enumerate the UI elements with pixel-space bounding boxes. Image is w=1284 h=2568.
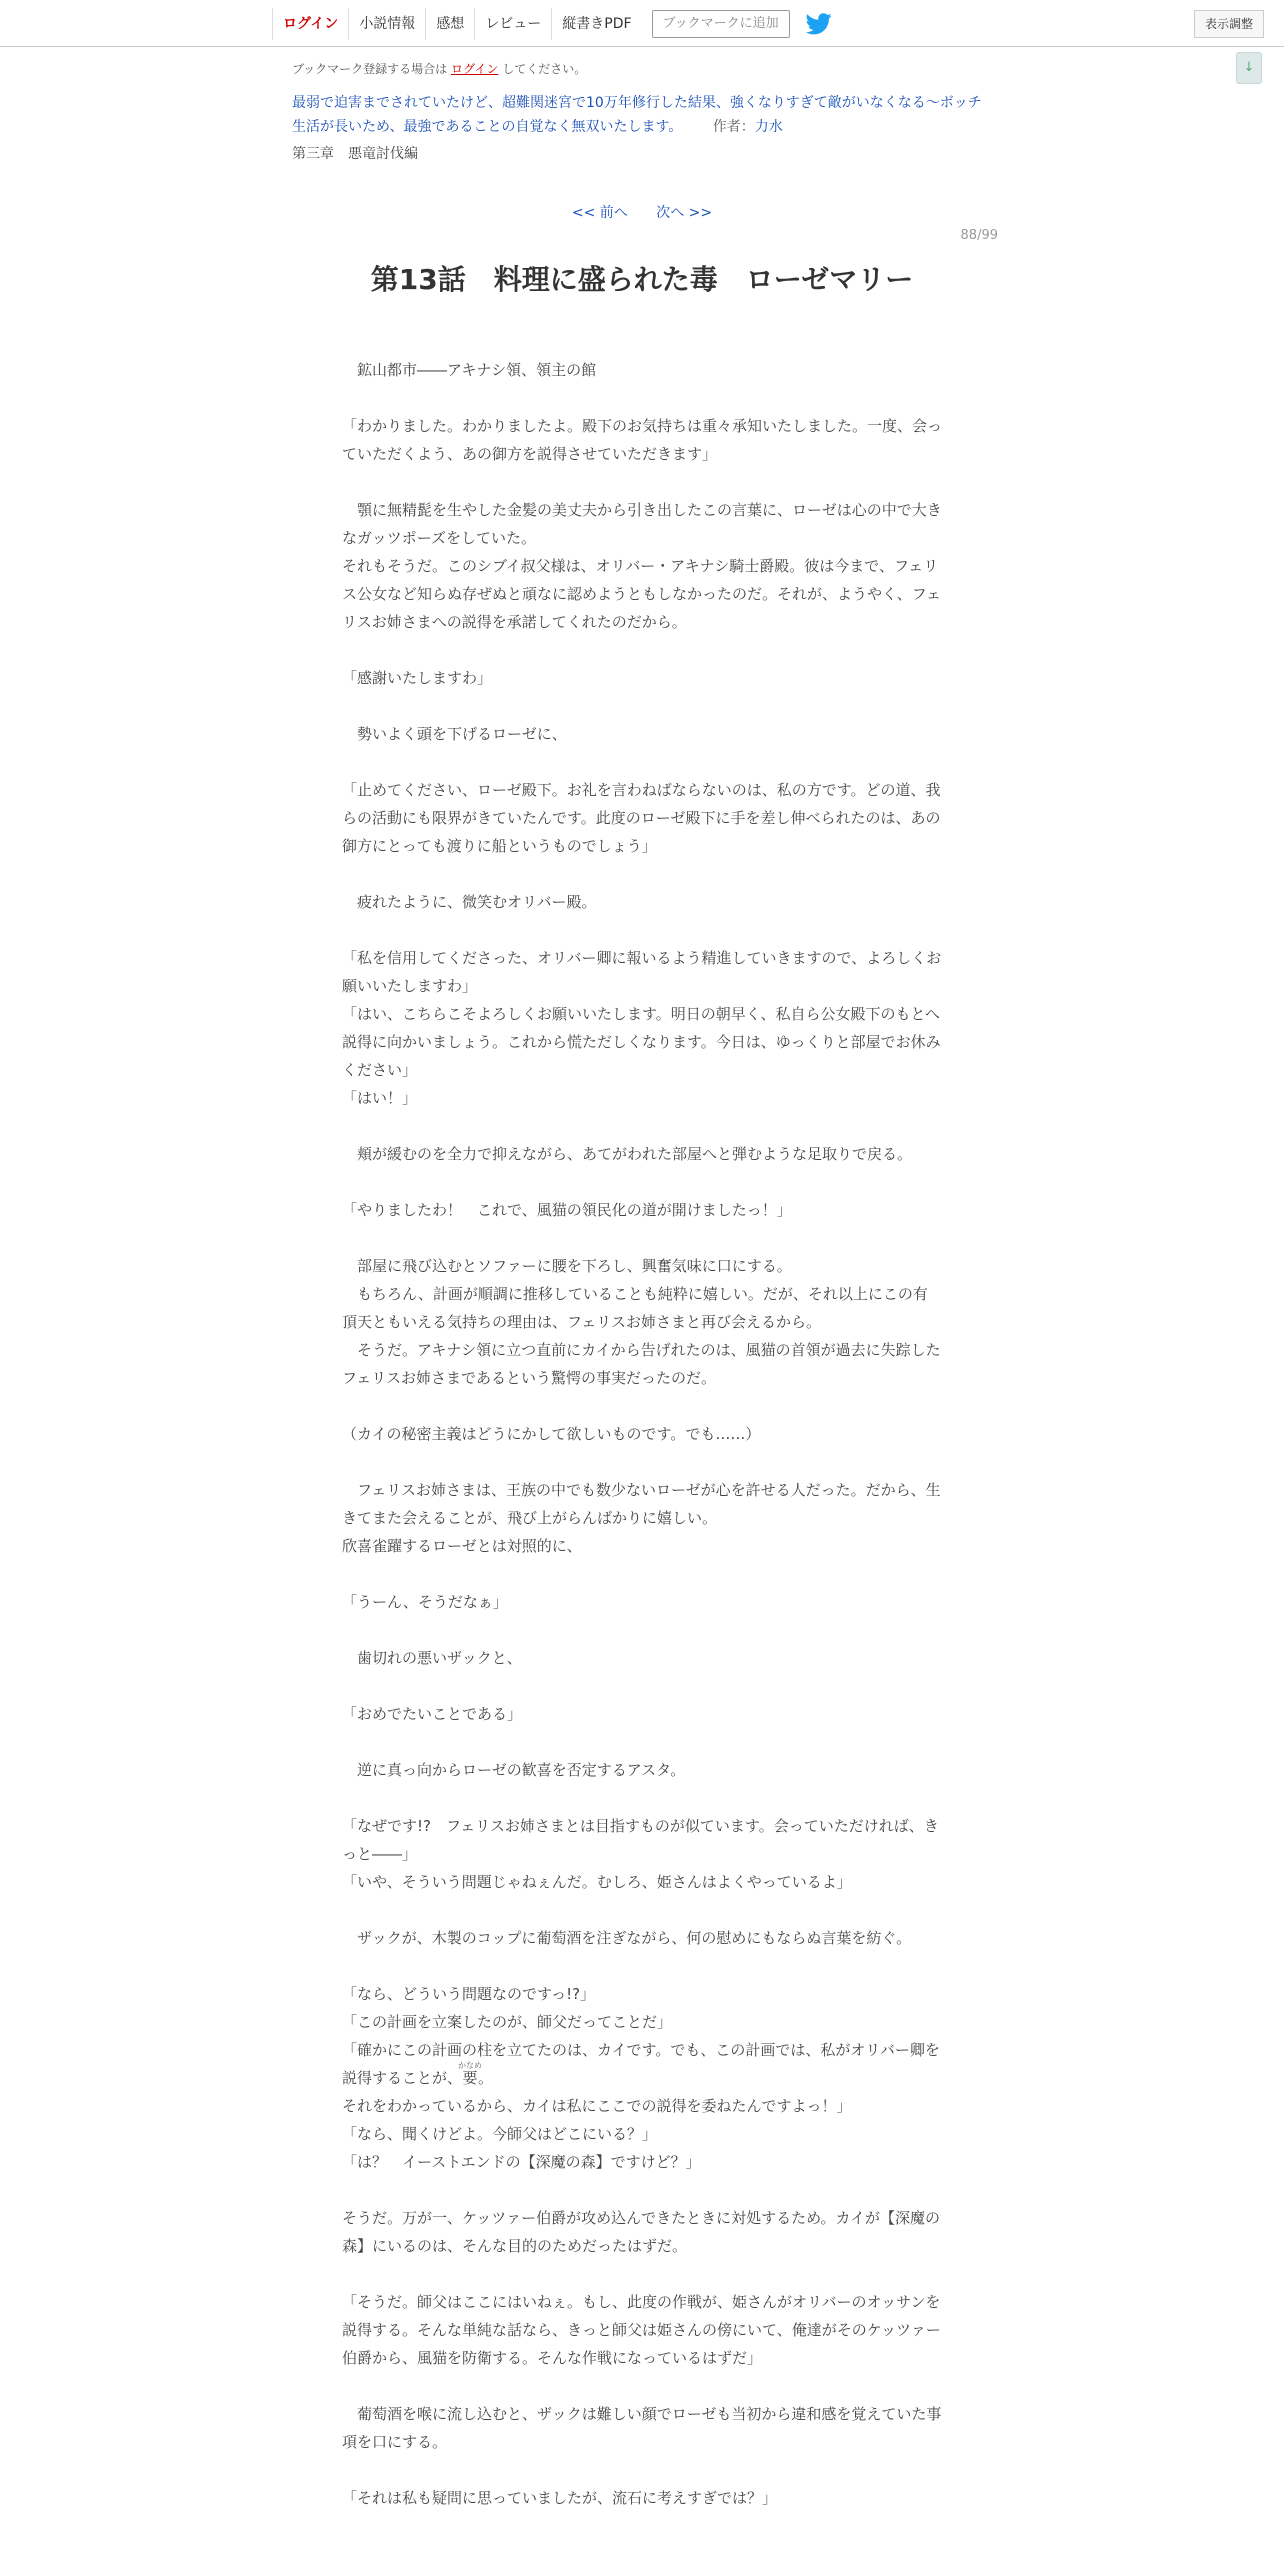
body-paragraph: ザックが、木製のコップに葡萄酒を注ぎながら、何の慰めにもならぬ言葉を紡ぐ。 — [342, 1929, 912, 1947]
body-paragraph: 鉱山都市――アキナシ領、領主の館 — [342, 361, 597, 379]
body-text-span: 「確かにこの計画の柱を立てたのは、カイです。でも、この計画では、私がオリバー卿を説得することが、 — [342, 2041, 940, 2087]
blank-line — [342, 692, 942, 720]
body-paragraph: 逆に真っ向からローゼの歓喜を否定するアスタ。 — [342, 1761, 686, 1779]
body-paragraph: 疲れたように、微笑むオリバー殿。 — [342, 893, 597, 911]
top-navbar — [0, 0, 1284, 47]
body-paragraph: 「やりましたわ！ これで、風猫の領民化の道が開けましたっ！」 — [342, 1201, 792, 1219]
blank-line — [342, 1616, 942, 1644]
body-paragraph: 部屋に飛び込むとソファーに腰を下ろし、興奮気味に口にする。 — [342, 1257, 792, 1275]
blank-line — [342, 1784, 942, 1812]
blank-line — [342, 1168, 942, 1196]
body-paragraph: 「はい、こちらこそよろしくお願いいたします。明日の朝早く、私自ら公女殿下のもとへ説得に向かいましょう。これから慌ただしくなります。今日は、ゆっくりと部屋でお休みください」 — [342, 1005, 941, 1079]
display-settings-button[interactable]: 表示調整 — [1194, 10, 1264, 38]
bookmark-note-text: ブックマーク登録する場合は — [292, 62, 448, 76]
pager — [0, 202, 1284, 222]
novel-body — [342, 356, 942, 2512]
blank-line — [342, 636, 942, 664]
body-paragraph: 葡萄酒を喉に流し込むと、ザックは難しい顔でローゼも当初から違和感を覚えていた事項を口にする。 — [342, 2405, 942, 2451]
body-paragraph: 「なら、聞くけどよ。今師父はどこにいる？」 — [342, 2125, 658, 2143]
body-paragraph: 「私を信用してくださった、オリバー卿に報いるよう精進していきますので、よろしくお願いいたしますわ」 — [342, 949, 942, 995]
ruby-base: 要 — [458, 2069, 482, 2087]
add-bookmark-button[interactable]: ブックマークに追加 — [652, 10, 790, 38]
body-paragraph: 「そうだ。師父はここにはいねぇ。もし、此度の作戦が、姫さんがオリバーのオッサンを説得する。そんな単純な話なら、きっと師父は姫さんの傍にいて、俺達がそのケッツァー伯爵から、風猫を防衛する。そんな作戦になっているはずだ」 — [342, 2293, 941, 2367]
body-paragraph: 「うーん、そうだなぁ」 — [342, 1593, 508, 1611]
twitter-bird-icon[interactable] — [806, 13, 832, 35]
nav-impressions-link[interactable]: 感想 — [425, 8, 474, 40]
blank-line — [342, 1448, 942, 1476]
body-text-span: 。 — [478, 2069, 494, 2087]
blank-line — [342, 1560, 942, 1588]
body-paragraph: もちろん、計画が順調に推移していることも純粋に嬉しい。だが、それ以上にこの有頂天ともいえる気持ちの理由は、フェリスお姉さまと再び会えるから。 — [342, 1285, 928, 1331]
nav-menu — [272, 8, 832, 40]
nav-login-link[interactable]: ログイン — [272, 8, 348, 40]
body-paragraph — [342, 2036, 942, 2092]
body-paragraph: 欣喜雀躍するローゼとは対照的に、 — [342, 1537, 582, 1555]
body-paragraph: そうだ。アキナシ領に立つ直前にカイから告げれたのは、風猫の首領が過去に失踪したフェリスお姉さまであるという驚愕の事実だったのだ。 — [342, 1341, 941, 1387]
body-paragraph: 「おめでたいことである」 — [342, 1705, 523, 1723]
author-label: 作者： — [712, 119, 755, 135]
page-count: 88/99 — [960, 228, 998, 243]
blank-line — [342, 384, 942, 412]
body-paragraph: 「はい！」 — [342, 1089, 418, 1107]
bookmark-login-link[interactable]: ログイン — [451, 62, 499, 76]
blank-line — [342, 2456, 942, 2484]
episode-title: 第13話 料理に盛られた毒 ローゼマリー — [370, 263, 914, 296]
novel-header — [292, 60, 992, 163]
author-link[interactable]: 力水 — [754, 119, 783, 135]
nav-novel-info-link[interactable]: 小説情報 — [348, 8, 425, 40]
blank-line — [342, 860, 942, 888]
body-paragraph: 「わかりました。わかりましたよ。殿下のお気持ちは重々承知いたしました。一度、会っていただくよう、あの御方を説得させていただきます」 — [342, 417, 943, 463]
body-paragraph: それもそうだ。このシブイ叔父様は、オリバー・アキナシ騎士爵殿。彼は今まで、フェリス公女など知らぬ存ぜぬと頑なに認めようともしなかったのだ。それが、ようやく、フェリスお姉さまへの説得を承諾してくれたのだから。 — [342, 557, 941, 631]
body-paragraph: そうだ。万が一、ケッツァー伯爵が攻め込んできたときに対処するため。カイが【深魔の森】にいるのは、そんな目的のためだったはずだ。 — [342, 2209, 941, 2255]
body-paragraph: 「いや、そういう問題じゃねぇんだ。むしろ、姫さんはよくやっているよ」 — [342, 1873, 852, 1891]
body-paragraph: 「この計画を立案したのが、師父だってことだ」 — [342, 2013, 673, 2031]
blank-line — [342, 1672, 942, 1700]
blank-line — [342, 2372, 942, 2400]
blank-line — [342, 2260, 942, 2288]
bookmark-note-suffix: してください。 — [502, 62, 587, 76]
blank-line — [342, 1952, 942, 1980]
body-paragraph: 顎に無精髭を生やした金髪の美丈夫から引き出したこの言葉に、ローゼは心の中で大きなガッツポーズをしていた。 — [342, 501, 942, 547]
ruby-word — [458, 2061, 483, 2087]
novel-title — [292, 91, 992, 139]
body-paragraph: 「それは私も疑問に思っていましたが、流石に考えすぎでは？」 — [342, 2489, 778, 2507]
body-paragraph: 「感謝いたしますわ」 — [342, 669, 493, 687]
blank-line — [342, 468, 942, 496]
ruby-text: かなめ — [458, 2061, 483, 2070]
blank-line — [342, 1728, 942, 1756]
body-paragraph: 勢いよく頭を下げるローゼに、 — [342, 725, 567, 743]
body-paragraph: （カイの秘密主義はどうにかして欲しいものです。でも……） — [342, 1425, 761, 1443]
body-paragraph: 「は？ イーストエンドの【深魔の森】ですけど？」 — [342, 2153, 701, 2171]
body-paragraph: 「止めてください、ローゼ殿下。お礼を言わねばならないのは、私の方です。どの道、我らの活動にも限界がきていたんです。此度のローゼ殿下に手を差し伸べられたのは、あの御方にとっても渡りに船というものでしょう」 — [342, 781, 941, 855]
body-paragraph: 「なぜです!? フェリスお姉さまとは目指すものが似ています。会っていただければ、きっと――」 — [342, 1817, 939, 1863]
blank-line — [342, 2176, 942, 2204]
blank-line — [342, 1896, 942, 1924]
blank-line — [342, 1224, 942, 1252]
blank-line — [342, 748, 942, 776]
bookmark-note — [292, 60, 992, 77]
chapter-title: 第三章 悪竜討伐編 — [292, 146, 418, 162]
novel-title-link[interactable]: 最弱で迫害までされていたけど、超難関迷宮で10万年修行した結果、強くなりすぎて敵がいなくなる～ボッチ生活が長いため、最強であることの自覚なく無双いたします。 — [292, 95, 982, 135]
body-paragraph: 「なら、どういう問題なのですっ!?」 — [342, 1985, 596, 2003]
author-info — [713, 119, 783, 135]
nav-review-link[interactable]: レビュー — [474, 8, 551, 40]
body-paragraph: それをわかっているから、カイは私にここでの説得を委ねたんですよっ！」 — [342, 2097, 852, 2115]
scroll-down-icon[interactable]: ↓ — [1236, 52, 1262, 84]
prev-page-link[interactable]: << 前へ — [571, 205, 628, 221]
nav-vertical-pdf-link[interactable]: 縦書きPDF — [551, 8, 641, 40]
body-paragraph: 歯切れの悪いザックと、 — [342, 1649, 522, 1667]
blank-line — [342, 1392, 942, 1420]
blank-line — [342, 1112, 942, 1140]
next-page-link[interactable]: 次へ >> — [656, 205, 713, 221]
body-paragraph: 頬が緩むのを全力で抑えながら、あてがわれた部屋へと弾むような足取りで戻る。 — [342, 1145, 913, 1163]
body-paragraph: フェリスお姉さまは、王族の中でも数少ないローゼが心を許せる人だった。だから、生きてまた会えることが、飛び上がらんばかりに嬉しい。 — [342, 1481, 941, 1527]
blank-line — [342, 916, 942, 944]
